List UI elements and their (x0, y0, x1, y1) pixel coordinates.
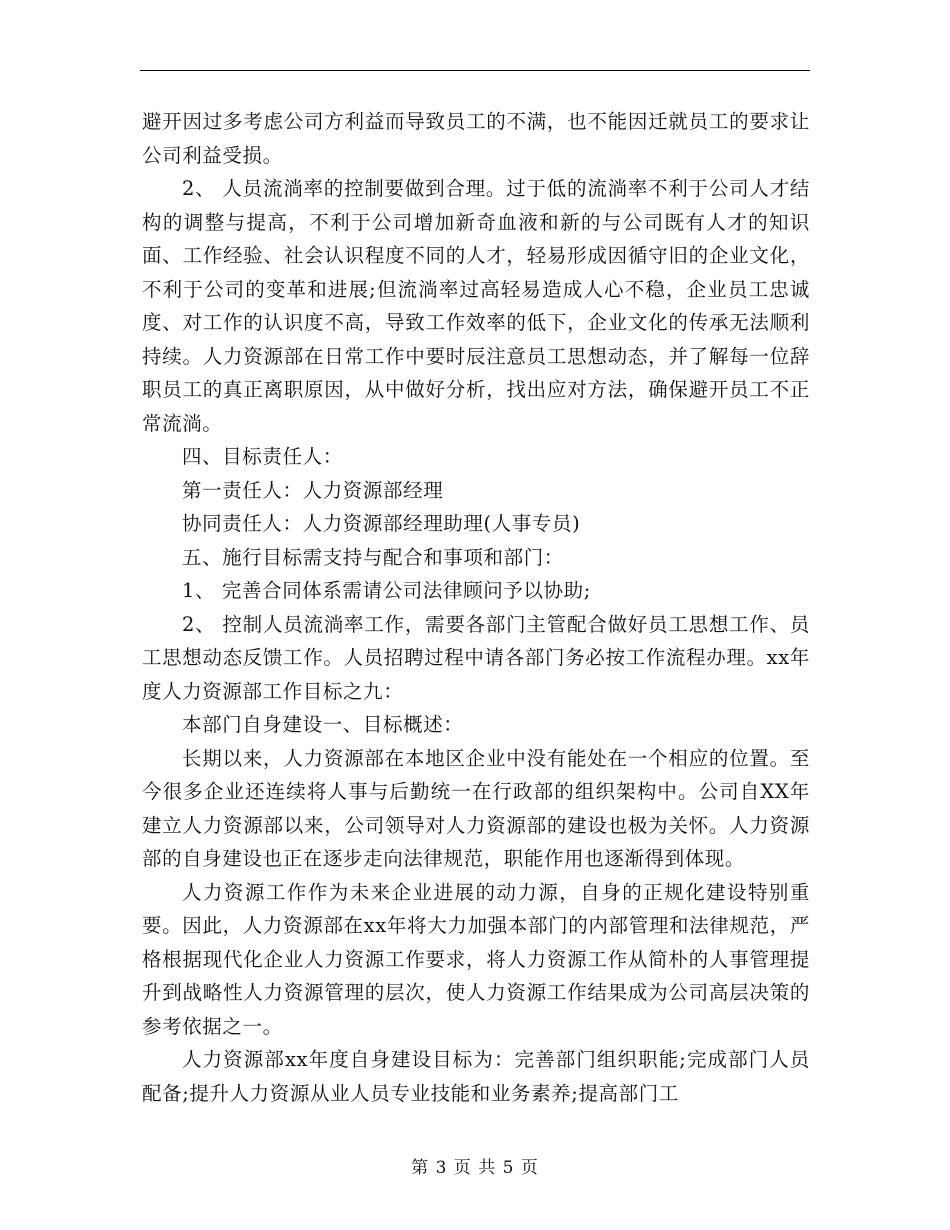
paragraph-annual-goals: 人力资源部xx年度自身建设目标为：完善部门组织职能;完成部门人员配备;提升人力资源从业人员专业技能和业务素养;提高部门工 (142, 1048, 810, 1105)
paragraph-turnover-work: 2、 控制人员流淌率工作，需要各部门主管配合做好员工思想工作、员工思想动态反馈工作。人员招聘过程中请各部门务必按工作流程办理。xx年度人力资源部工作目标之九： (142, 612, 810, 703)
paragraph-contract-system: 1、 完善合同体系需请公司法律顾问予以协助; (182, 579, 591, 602)
paragraph-co-responsible: 协同责任人：人力资源部经理助理(人事专员) (182, 512, 581, 535)
page-number-footer: 第 3 页 共 5 页 (411, 1158, 539, 1178)
document-body (142, 105, 810, 1110)
header-rule (140, 70, 810, 71)
section-heading-support: 五、施行目标需支持与配合和事项和部门： (182, 545, 564, 569)
section-heading-responsible: 四、目标责任人： (182, 445, 343, 468)
paragraph-turnover-control: 2、 人员流淌率的控制要做到合理。过于低的流淌率不利于公司人才结构的调整与提高，不利于公司增加新奇血液和新的与公司既有人才的知识面、工作经验、社会认识程度不同的人才，轻易形成因循守旧的企业文化，不利于公司的变革和进展;但流淌率过高轻易造成人心不稳，企业员工忠诚度、对工作的认识度不高，导致工作效率的低下，企业文化的传承无法顺利持续。人力资源部在日常工作中要时辰注意员工思想动态，并了解每一位辞职员工的真正离职原因，从中做好分析，找出应对方法，确保避开员工不正常流淌。 (142, 177, 810, 435)
paragraph-continuation: 避开因过多考虑公司方利益而导致员工的不满，也不能因迁就员工的要求让公司利益受损。 (142, 110, 810, 167)
paragraph-hr-importance: 人力资源工作作为未来企业进展的动力源，自身的正规化建设特别重要。因此，人力资源部在xx年将大力加强本部门的内部管理和法律规范，严格根据现代化企业人力资源工作要求，将人力资源工作从简朴的人事管理提升到战略性人力资源管理的层次，使人力资源工作结果成为公司高层决策的参考依据之一。 (142, 880, 810, 1038)
section-heading-self-building: 本部门自身建设一、目标概述： (182, 713, 464, 736)
paragraph-long-term: 长期以来，人力资源部在本地区企业中没有能处在一个相应的位置。至今很多企业还连续将人事与后勤统一在行政部的组织架构中。公司自XX年建立人力资源部以来，公司领导对人力资源部的建设也极为关怀。人力资源部的自身建设也正在逐步走向法律规范，职能作用也逐渐得到体现。 (142, 746, 810, 870)
paragraph-first-responsible: 第一责任人：人力资源部经理 (182, 478, 444, 502)
